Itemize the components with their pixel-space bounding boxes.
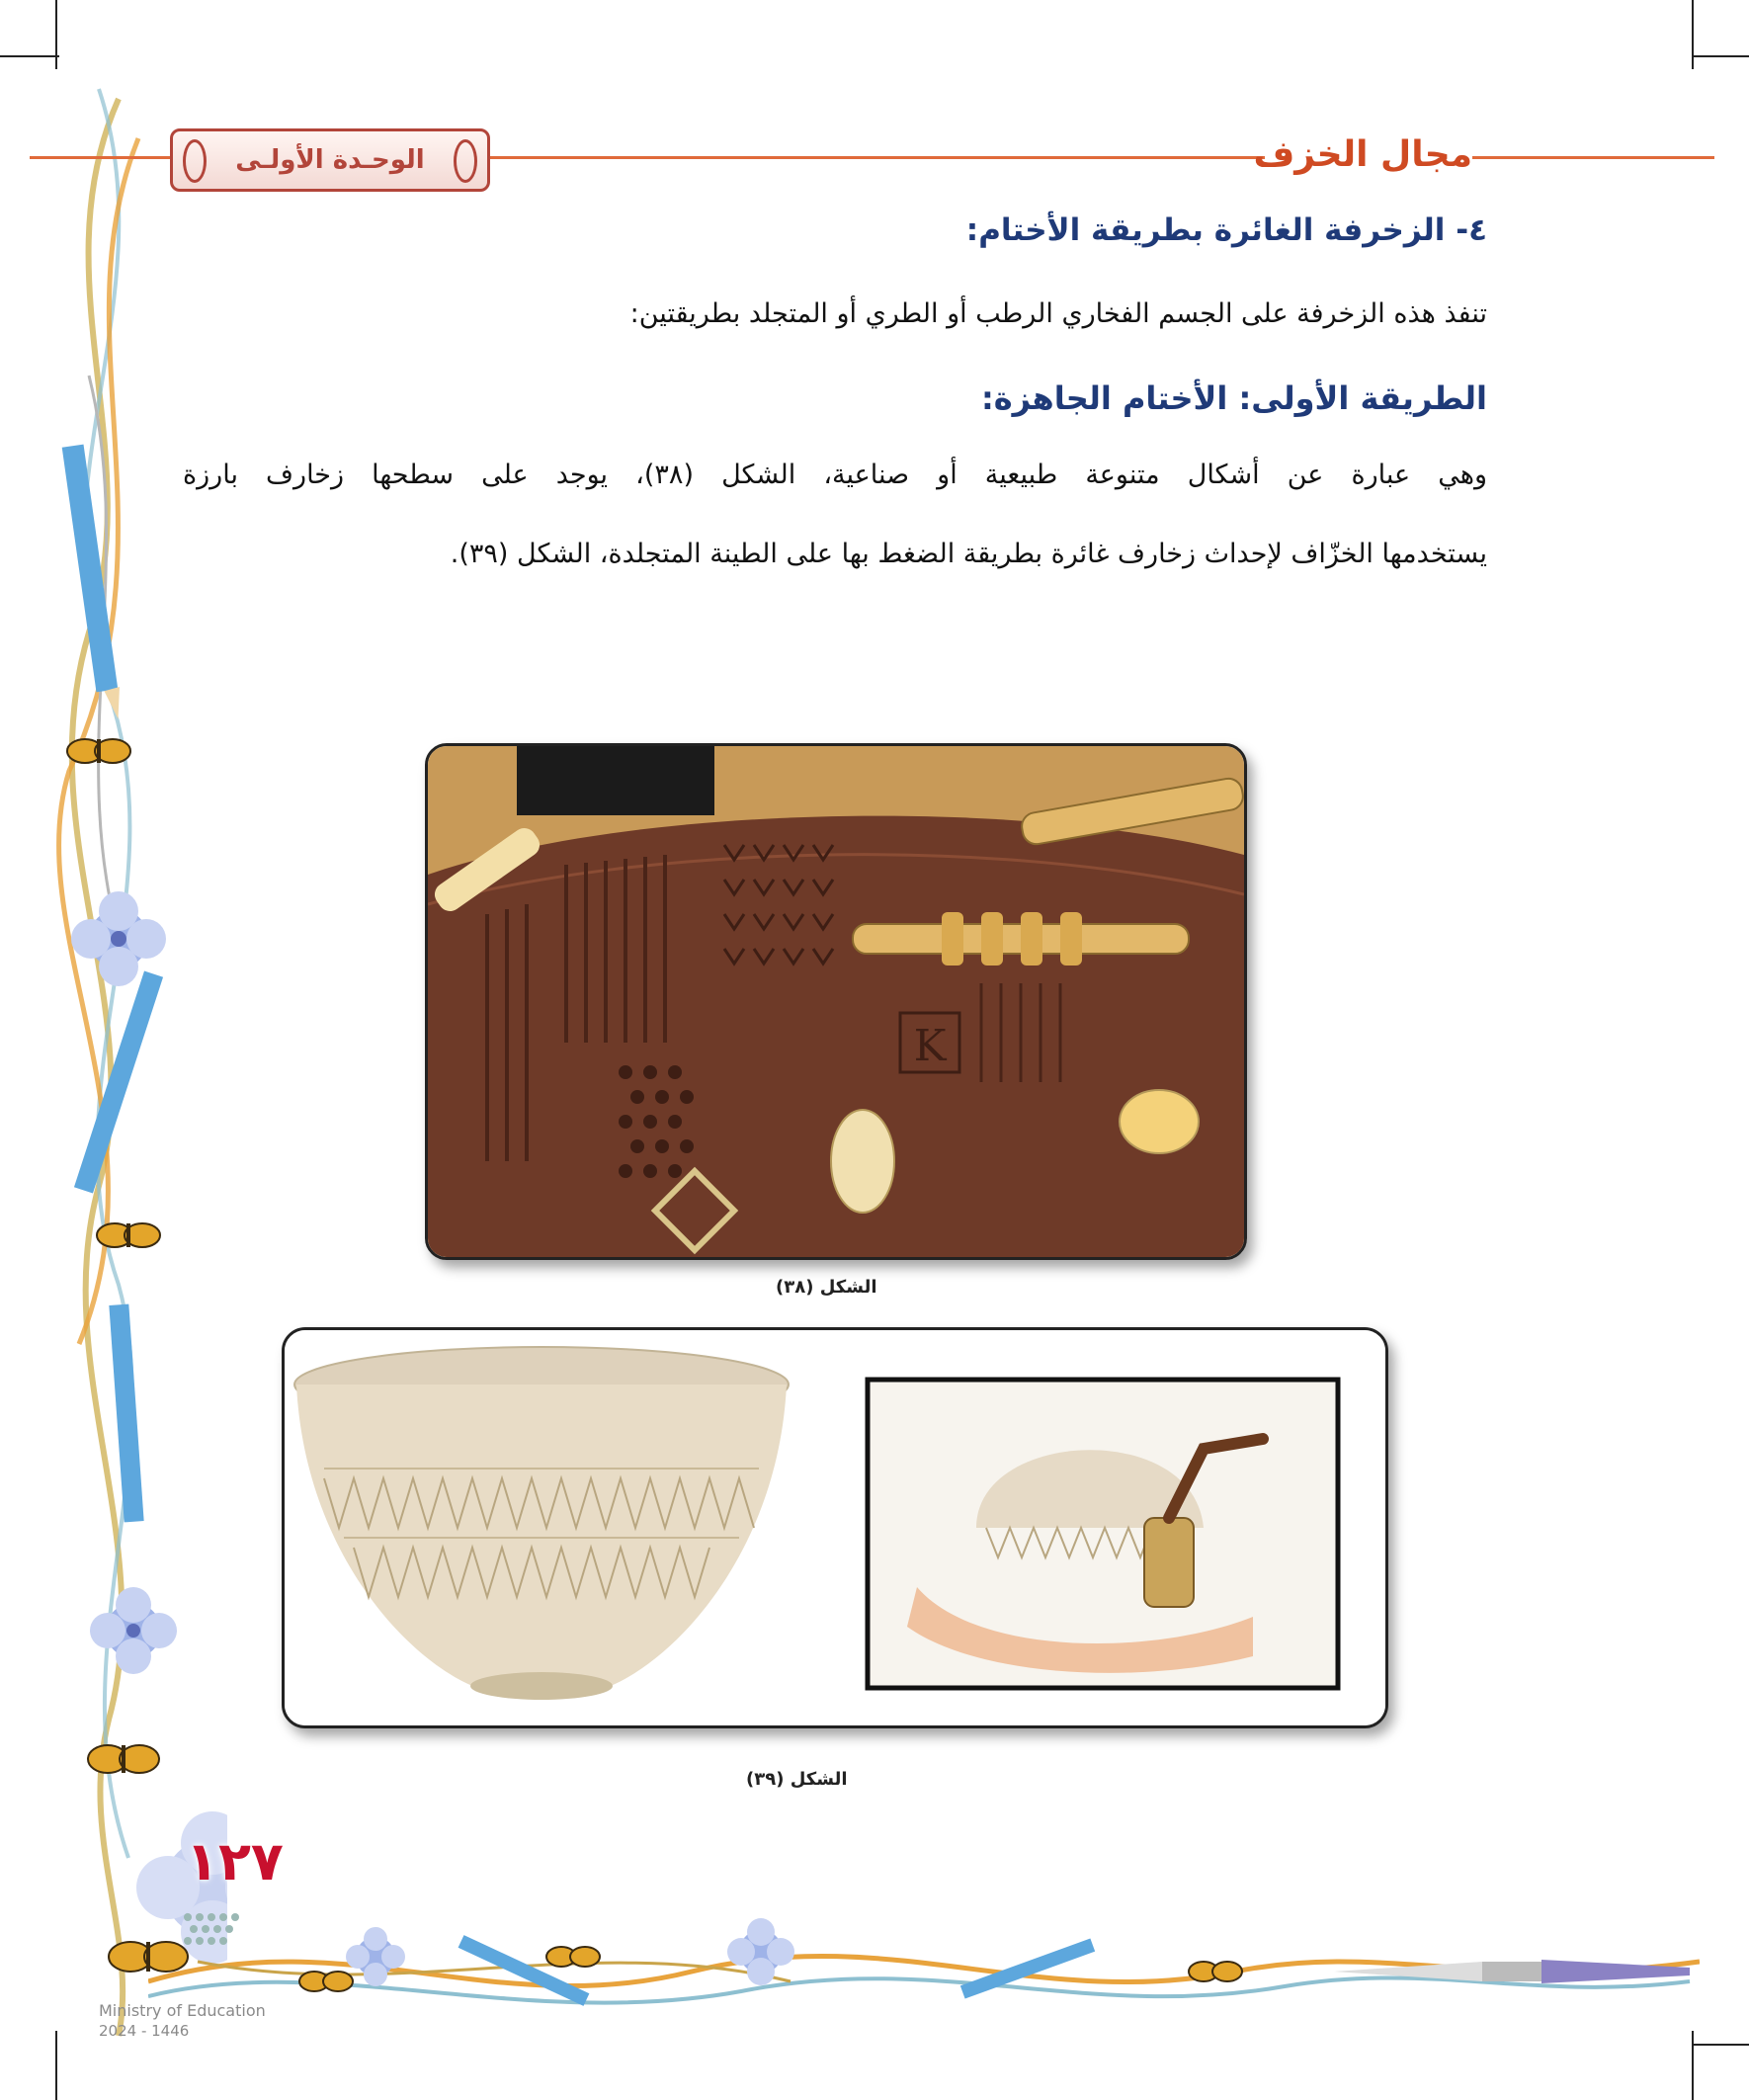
pencil-icon	[109, 1304, 143, 1523]
butterfly-icon	[67, 739, 130, 763]
pencil-icon	[74, 971, 163, 1194]
shell-stamp	[831, 1110, 894, 1213]
header-rule-left	[30, 156, 170, 159]
butterfly-icon	[546, 1947, 600, 1967]
flower-icon	[90, 1587, 177, 1674]
shell-stamp	[1120, 1090, 1199, 1153]
figure-38-caption: الشكل (٣٨)	[776, 1277, 877, 1298]
figure-38-photo	[425, 743, 1247, 1260]
paragraph-line: وهي عبارة عن أشكال متنوعة طبيعية أو صناعية، الشكل (٣٨)، يوجد على سطحها زخارف بارزة	[183, 460, 1487, 490]
plate-ornament	[183, 139, 207, 183]
crop-mark	[1692, 55, 1749, 57]
intro-paragraph: تنفذ هذه الزخرفة على الجسم الفخاري الرطب أو الطري أو المتجلد بطريقتين:	[629, 298, 1487, 329]
butterfly-icon	[88, 1745, 159, 1773]
section-heading: ٤- الزخرفة الغائرة بطريقة الأختام:	[965, 212, 1487, 248]
butterfly-icon	[1189, 1962, 1242, 1981]
unit-label: الوحـدة الأولـى	[235, 145, 425, 175]
edition-year: 2024 - 1446	[99, 2022, 190, 2040]
ministry-name: Ministry of Education	[99, 2001, 266, 2020]
header-rule-right	[1472, 156, 1714, 159]
ministry-logo	[178, 1907, 257, 1976]
butterfly-icon	[97, 1223, 160, 1247]
decorative-bottom-border	[148, 1902, 1700, 2031]
page-number: ١٢٧	[186, 1830, 284, 1892]
method-heading: الطريقة الأولى: الأختام الجاهزة:	[980, 379, 1487, 417]
flower-icon	[346, 1927, 405, 1986]
paragraph-line: يستخدمها الخزّاف لإحداث زخارف غائرة بطريقة الضغط بها على الطينة المتجلدة، الشكل (٣٩).	[450, 539, 1487, 569]
header-rule-middle	[484, 156, 1265, 159]
butterfly-icon	[299, 1972, 353, 1991]
crop-mark	[1692, 2031, 1694, 2100]
plate-ornament	[454, 139, 477, 183]
stamp-letter: K	[913, 1021, 947, 1071]
unit-label-plate	[170, 128, 490, 192]
crop-mark	[55, 0, 57, 69]
figure-39-photo	[282, 1327, 1388, 1728]
crop-mark	[1692, 0, 1694, 69]
decorative-side-border	[0, 79, 227, 2046]
crop-mark	[1692, 2044, 1749, 2046]
field-title: مجال الخزف	[1253, 134, 1472, 175]
crop-mark	[0, 55, 59, 57]
decorated-bowl-and-stamping	[285, 1330, 1385, 1725]
roller-stamp-tool	[1144, 1518, 1194, 1607]
stamping-photo	[868, 1380, 1338, 1688]
figure-39-caption: الشكل (٣٩)	[746, 1769, 848, 1790]
flower-icon	[727, 1918, 794, 1985]
clay-slab-with-stamps	[428, 746, 1244, 1257]
